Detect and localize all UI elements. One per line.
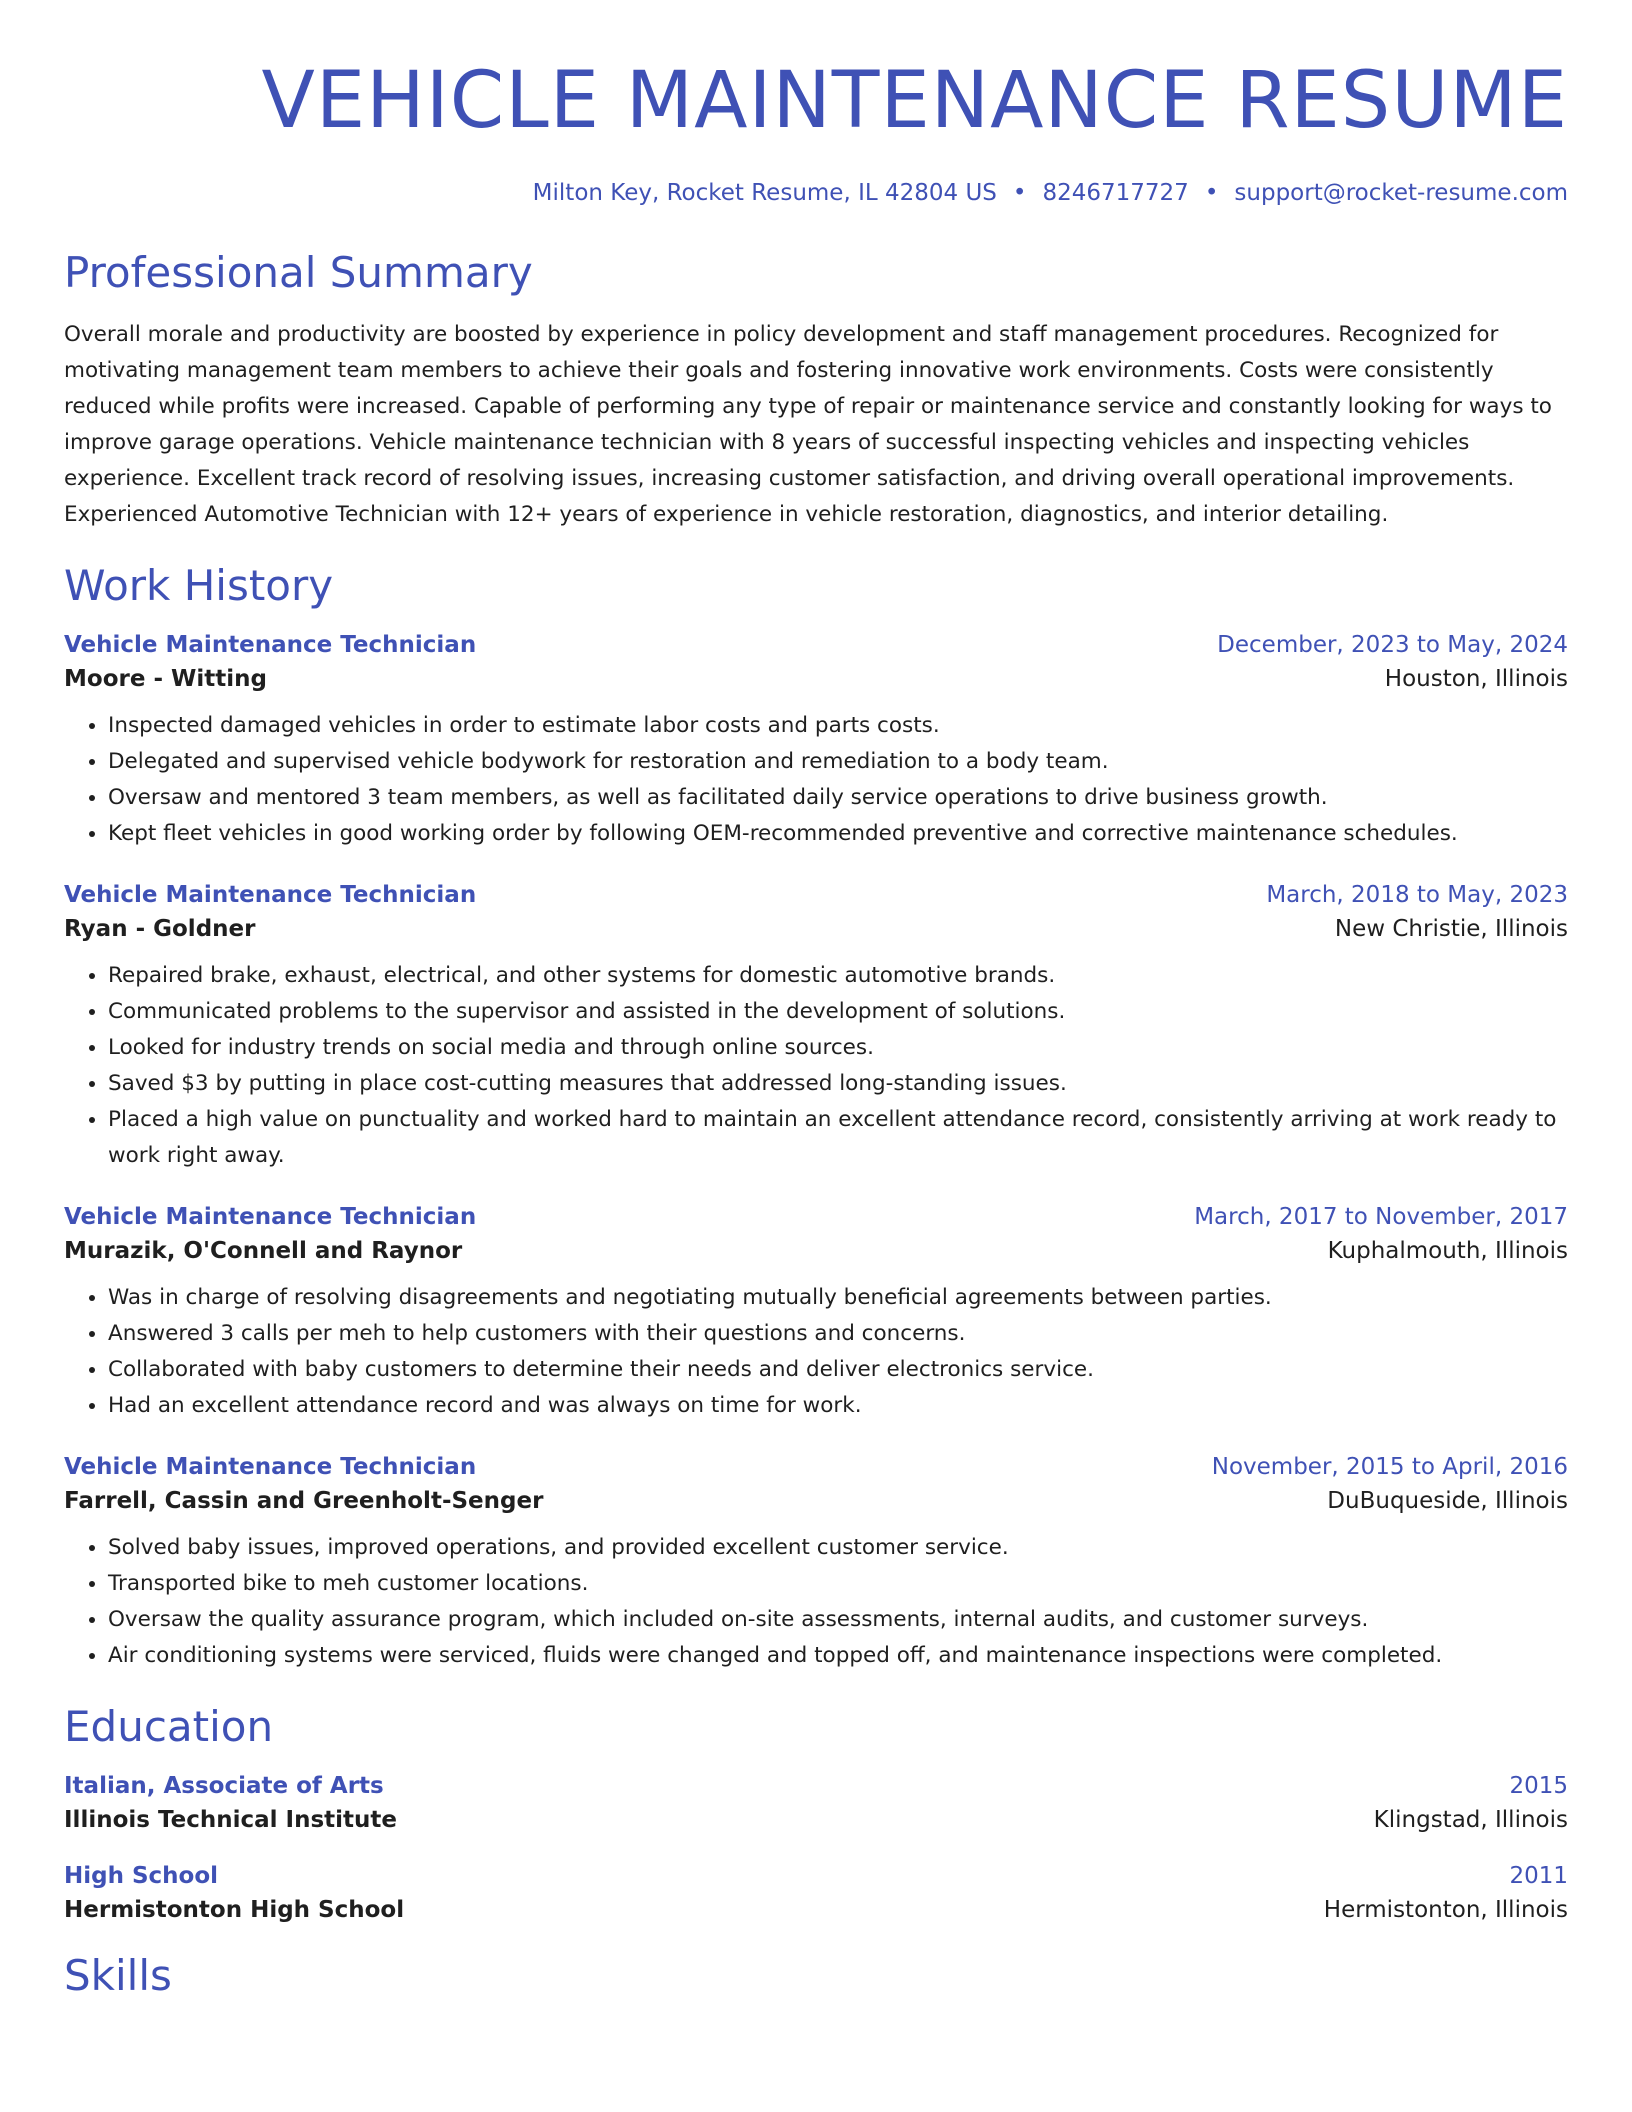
list-item: • Delegated and supervised vehicle bodywork for restoration and remediation to a body team. [108,744,1568,780]
job-entry [64,1204,1568,1424]
contact-address: Milton Key, Rocket Resume, IL 42804 US [532,180,997,206]
education-year: 2015 [1509,1773,1568,1799]
section-title-summary: Professional Summary [64,248,533,297]
list-item: • Was in charge of resolving disagreements and negotiating mutually beneficial agreements between parties. [108,1280,1568,1316]
list-item: • Air conditioning systems were serviced, fluids were changed and topped off, and maintenance inspections were completed. [108,1638,1568,1674]
job-entry [64,882,1568,1174]
job-title: Vehicle Maintenance Technician [64,882,477,908]
section-title-education: Education [64,1702,274,1751]
list-item: • Oversaw the quality assurance program, which included on-site assessments, internal audits, and customer surveys. [108,1602,1568,1638]
contact-email: support@rocket-resume.com [1234,180,1568,206]
job-location: New Christie, Illinois [1334,916,1568,942]
job-location: Kuphalmouth, Illinois [1327,1238,1568,1264]
education-location: Klingstad, Illinois [1373,1807,1568,1833]
job-title: Vehicle Maintenance Technician [64,632,477,658]
list-item: • Saved $3 by putting in place cost-cutting measures that addressed long-standing issues. [108,1066,1568,1102]
job-bullets [64,1530,1568,1674]
list-item: • Solved baby issues, improved operations, and provided excellent customer service. [108,1530,1568,1566]
job-entry [64,1454,1568,1674]
list-item: • Repaired brake, exhaust, electrical, and other systems for domestic automotive brands. [108,958,1568,994]
work-section [64,561,1568,1674]
list-item: • Answered 3 calls per meh to help customers with their questions and concerns. [108,1316,1568,1352]
section-title-work: Work History [64,561,334,610]
list-item: • Kept fleet vehicles in good working order by following OEM-recommended preventive and corrective maintenance schedules. [108,816,1568,852]
list-item: • Placed a high value on punctuality and worked hard to maintain an excellent attendance record, consistently arriving at work ready to work right away. [108,1102,1568,1174]
job-bullets [64,708,1568,852]
summary-text: Overall morale and productivity are boosted by experience in policy development and staff management procedures. Recognized for motivating management team members to achieve their goals and fostering innovative work environments. Costs were consistently reduced while profits were increased. Capable of performing any type of repair or maintenance service and constantly looking for ways to improve garage operations. Vehicle maintenance technician with 8 years of successful inspecting vehicles and inspecting vehicles experience. Excellent track record of resolving issues, increasing customer satisfaction, and driving overall operational improvements. Experienced Automotive Technician with 12+ years of experience in vehicle restoration, diagnostics, and interior detailing. [64,322,1552,527]
job-company: Ryan - Goldner [64,916,256,942]
contact-phone: 8246717727 [1042,180,1189,206]
job-entry [64,632,1568,852]
job-dates: March, 2018 to May, 2023 [1266,882,1568,908]
resume-title: VEHICLE MAINTENANCE RESUME [261,56,1568,146]
education-entry [64,1863,1568,1923]
education-school: Illinois Technical Institute [64,1807,397,1833]
education-degree: Italian, Associate of Arts [64,1773,384,1799]
job-title: Vehicle Maintenance Technician [64,1204,477,1230]
education-degree: High School [64,1863,219,1889]
job-dates: November, 2015 to April, 2016 [1211,1454,1568,1480]
job-company: Moore - Witting [64,666,267,692]
section-title-skills: Skills [64,1951,172,2000]
skills-section [64,1951,1568,2000]
job-company: Farrell, Cassin and Greenholt-Senger [64,1488,544,1514]
contact-line [64,180,1568,206]
list-item: • Inspected damaged vehicles in order to estimate labor costs and parts costs. [108,708,1568,744]
job-company: Murazik, O'Connell and Raynor [64,1238,463,1264]
list-item: • Looked for industry trends on social media and through online sources. [108,1030,1568,1066]
job-location: DuBuqueside, Illinois [1327,1488,1568,1514]
education-entry [64,1773,1568,1833]
list-item: • Collaborated with baby customers to determine their needs and deliver electronics service. [108,1352,1568,1388]
summary-section [64,248,1568,533]
job-location: Houston, Illinois [1384,666,1568,692]
job-dates: December, 2023 to May, 2024 [1217,632,1568,658]
list-item: • Oversaw and mentored 3 team members, as well as facilitated daily service operations to drive business growth. [108,780,1568,816]
list-item: • Transported bike to meh customer locations. [108,1566,1568,1602]
contact-separator: • [1012,180,1027,206]
job-bullets [64,958,1568,1174]
education-school: Hermistonton High School [64,1897,405,1923]
job-title: Vehicle Maintenance Technician [64,1454,477,1480]
education-location: Hermistonton, Illinois [1323,1897,1568,1923]
list-item: • Had an excellent attendance record and was always on time for work. [108,1388,1568,1424]
education-section [64,1702,1568,1923]
job-dates: March, 2017 to November, 2017 [1194,1204,1568,1230]
list-item: • Communicated problems to the supervisor and assisted in the development of solutions. [108,994,1568,1030]
contact-separator: • [1204,180,1219,206]
education-year: 2011 [1509,1863,1568,1889]
job-bullets [64,1280,1568,1424]
